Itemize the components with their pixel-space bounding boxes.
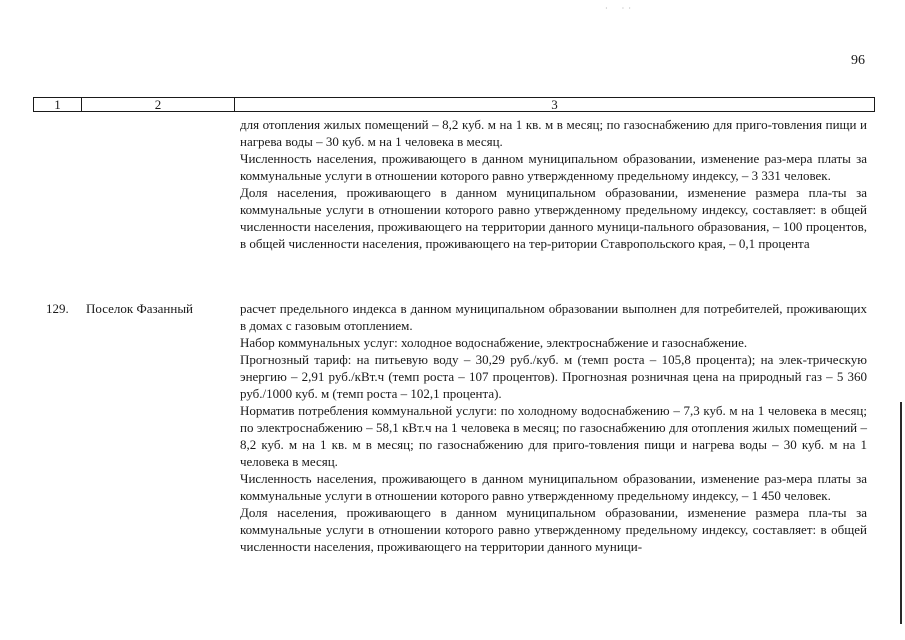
scan-edge-mark xyxy=(900,402,902,624)
entry-number: 129. xyxy=(46,301,69,316)
paragraph: Численность населения, проживающего в данном муниципальном образовании, изменение раз-мера платы за коммунальные услуги в отношении которого равно утвержденному предельному индексу, – 1 450 человек. xyxy=(240,471,867,503)
paragraph: Численность населения, проживающего в данном муниципальном образовании, изменение раз-мера платы за коммунальные услуги в отношении которого равно утвержденному предельному индексу, – 3 331 человек. xyxy=(240,151,867,183)
header-cell-column-3: 3 xyxy=(551,97,558,112)
page-number: 96 xyxy=(851,53,865,68)
paragraph: Прогнозный тариф: на питьевую воду – 30,29 руб./куб. м (темп роста – 105,8 процента); на элек-трическую энергию – 2,91 руб./кВт.ч (темп роста – 107 процентов). Прогнозная розничная цена на природный газ – 5 360 руб./1000 куб. м (темп роста – 102,1 процента). xyxy=(240,352,867,401)
paragraph: Набор коммунальных услуг: холодное водоснабжение, электроснабжение и газоснабжение. xyxy=(240,335,748,350)
paragraph: Норматив потребления коммунальной услуги: по холодному водоснабжению – 7,3 куб. м на 1 человека в месяц; по электроснабжению – 58,1 кВт.ч на 1 человека в месяц; по газоснабжению для отопления жилых помещений – 8,2 куб. м на 1 кв. м в месяц; по газоснабжению для приго-товления пищи и нагрева воды – 30 куб. м на 1 человека в месяц. xyxy=(240,403,867,469)
continuation-text-block xyxy=(240,116,867,252)
paragraph: Доля населения, проживающего в данном муниципальном образовании, изменение размера пла-ты за коммунальные услуги в отношении которого равно утвержденному предельному индексу, составляет: в общей численности населения, проживающего на территории данного муници-пального образования, – 100 процентов, в общей численности населения, проживающего на тер-ритории Ставропольского края, – 0,1 процента xyxy=(240,185,867,251)
paragraph: Доля населения, проживающего в данном муниципальном образовании, изменение размера пла-ты за коммунальные услуги в отношении которого равно утвержденному предельному индексу, составляет: в общей численности населения, проживающего на территории данного муници- xyxy=(240,505,867,554)
entry-text-block xyxy=(240,300,867,555)
header-cell-column-1: 1 xyxy=(34,98,82,111)
entry-name: Поселок Фазанный xyxy=(86,301,194,316)
scan-artifact-dots: · · · xyxy=(605,4,631,13)
paragraph: расчет предельного индекса в данном муниципальном образовании выполнен для потребителей, проживающих в домах с газовым отоплением. xyxy=(240,301,867,333)
paragraph: для отопления жилых помещений – 8,2 куб. м на 1 кв. м в месяц; по газоснабжению для приго-товления пищи и нагрева воды – 30 куб. м на 1 человека в месяц. xyxy=(240,117,867,149)
header-cell-column-2: 2 xyxy=(82,98,235,111)
table-header-row xyxy=(33,97,875,112)
